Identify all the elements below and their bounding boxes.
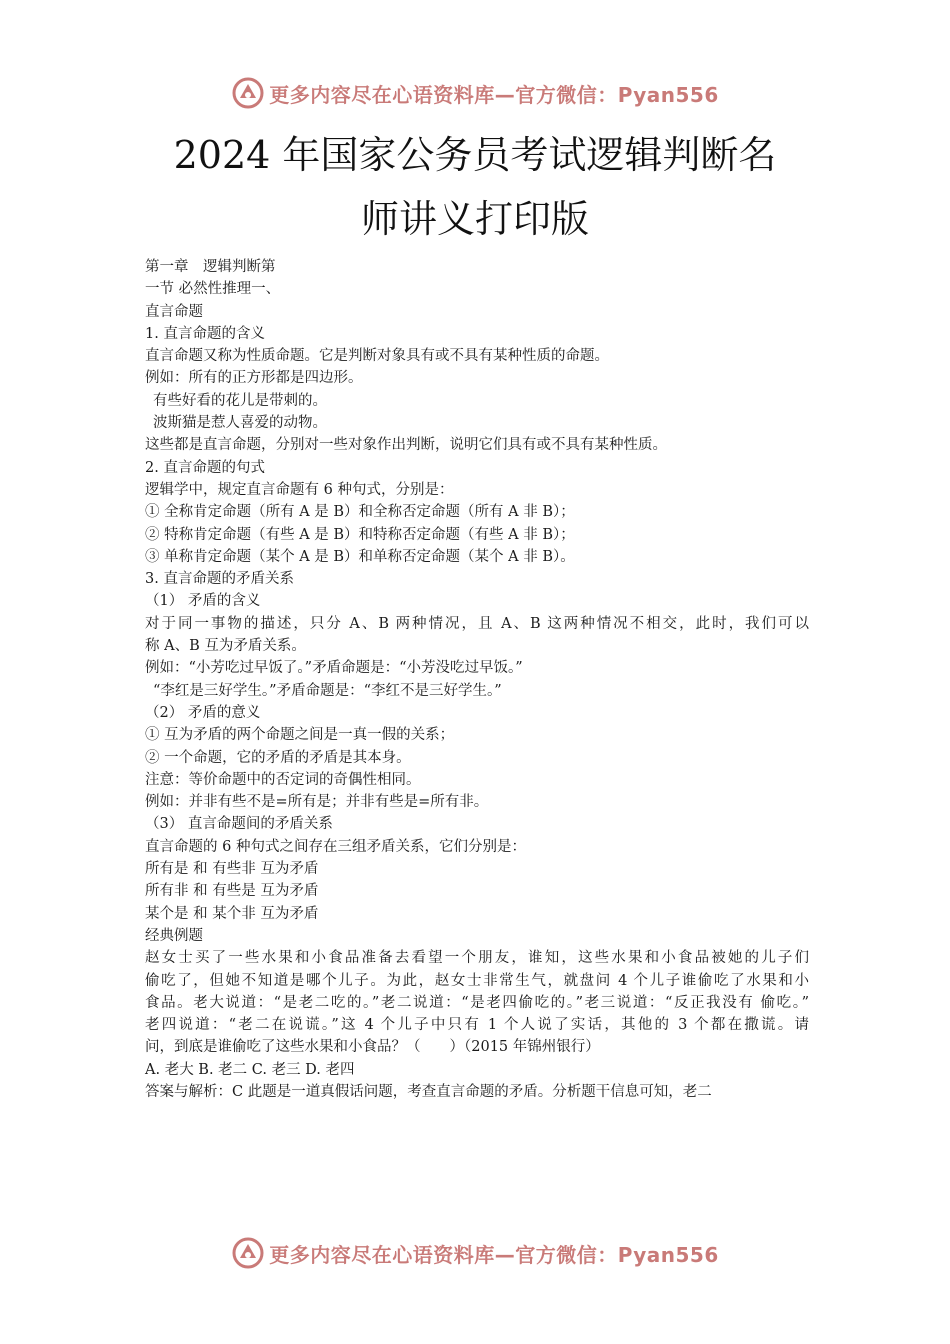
- text-line: 食品。老大说道：“是老二吃的。”老二说道：“是老四偷吃的。”老三说道：“反正我没有 偷吃。”: [145, 994, 809, 1011]
- text-line: 直言命题: [145, 303, 203, 320]
- document-body: [145, 256, 809, 1103]
- text-line: “李红是三好学生。”矛盾命题是：“李红不是三好学生。”: [153, 682, 502, 699]
- document-title-line-1: 2024 年国家公务员考试逻辑判断名: [173, 133, 777, 177]
- list-item: ② 特称肯定命题（有些 A 是 B）和特称否定命题（有些 A 非 B）；: [145, 526, 575, 543]
- watermark-banner-bottom: [0, 1233, 950, 1273]
- text-line: 某个是 和 某个非 互为矛盾: [145, 905, 319, 922]
- text-line: 偷吃了，但她不知道是哪个儿子。为此，赵女士非常生气，就盘问 4 个儿子谁偷吃了水果和小: [145, 972, 809, 989]
- list-item: ① 全称肯定命题（所有 A 是 B）和全称否定命题（所有 A 非 B）；: [145, 504, 575, 521]
- text-line: 第一章 逻辑判断第: [145, 259, 276, 275]
- answer-options: A. 老大 B. 老二 C. 老三 D. 老四: [145, 1061, 355, 1078]
- text-line: 直言命题的 6 种句式之间存在三组矛盾关系，它们分别是：: [145, 838, 526, 855]
- section-heading: 2. 直言命题的句式: [145, 459, 265, 476]
- text-line: 答案与解析：C 此题是一道真假话问题，考查直言命题的矛盾。分析题干信息可知，老二: [145, 1083, 712, 1100]
- subsection-heading: （2） 矛盾的意义: [145, 704, 261, 721]
- list-item: ③ 单称肯定命题（某个 A 是 B）和单称否定命题（某个 A 非 B）。: [145, 548, 575, 565]
- text-line: 波斯猫是惹人喜爱的动物。: [153, 415, 327, 432]
- text-line: 例如：“小芳吃过早饭了。”矛盾命题是：“小芳没吃过早饭。”: [145, 660, 523, 677]
- text-line: 例如：所有的正方形都是四边形。: [145, 370, 363, 387]
- section-heading: 3. 直言命题的矛盾关系: [145, 571, 294, 588]
- text-line: 注意：等价命题中的否定词的奇偶性相同。: [145, 771, 421, 788]
- document-title-line-2: 师讲义打印版: [360, 197, 589, 241]
- watermark-banner-top: [0, 73, 950, 113]
- text-line: 这些都是直言命题，分别对一些对象作出判断，说明它们具有或不具有某种性质。: [145, 437, 667, 454]
- logo-icon: [231, 76, 265, 110]
- logo-icon: [231, 1236, 265, 1270]
- watermark-text: 更多内容尽在心语资料库—官方微信：Pyan556: [269, 82, 719, 107]
- text-line: 直言命题又称为性质命题。它是判断对象具有或不具有某种性质的命题。: [145, 348, 609, 365]
- list-item: ② 一个命题，它的矛盾的矛盾是其本身。: [145, 749, 411, 766]
- text-line: 例如：并非有些不是=所有是；并非有些是=所有非。: [145, 794, 489, 811]
- text-line: 一节 必然性推理一、: [145, 281, 281, 298]
- text-line: 问，到底是谁偷吃了这些水果和小食品？（ ）（2015 年锦州银行）: [145, 1039, 600, 1056]
- list-item: ① 互为矛盾的两个命题之间是一真一假的关系；: [145, 727, 455, 744]
- text-line: 所有非 和 有些是 互为矛盾: [145, 883, 319, 900]
- watermark-text: 更多内容尽在心语资料库—官方微信：Pyan556: [269, 1242, 719, 1267]
- text-line: 有些好看的花儿是带刺的。: [153, 392, 327, 409]
- subsection-heading: （3） 直言命题间的矛盾关系: [145, 816, 333, 833]
- section-heading: 1. 直言命题的含义: [145, 325, 265, 342]
- subsection-heading: （1） 矛盾的含义: [145, 593, 261, 610]
- text-line: 赵女士买了一些水果和小食品准备去看望一个朋友，谁知，这些水果和小食品被她的儿子们: [145, 950, 809, 967]
- text-line: 称 A、B 互为矛盾关系。: [145, 638, 306, 655]
- text-line: 逻辑学中，规定直言命题有 6 种句式，分别是：: [145, 481, 454, 498]
- section-heading: 经典例题: [145, 927, 203, 944]
- text-line: 所有是 和 有些非 互为矛盾: [145, 861, 319, 878]
- text-line: 老四说道：“老二在说谎。”这 4 个儿子中只有 1 个人说了实话，其他的 3 个都在撒谎。请: [145, 1017, 809, 1034]
- text-line: 对于同一事物的描述，只分 A、B 两种情况，且 A、B 这两种情况不相交，此时，我们可以: [145, 615, 809, 632]
